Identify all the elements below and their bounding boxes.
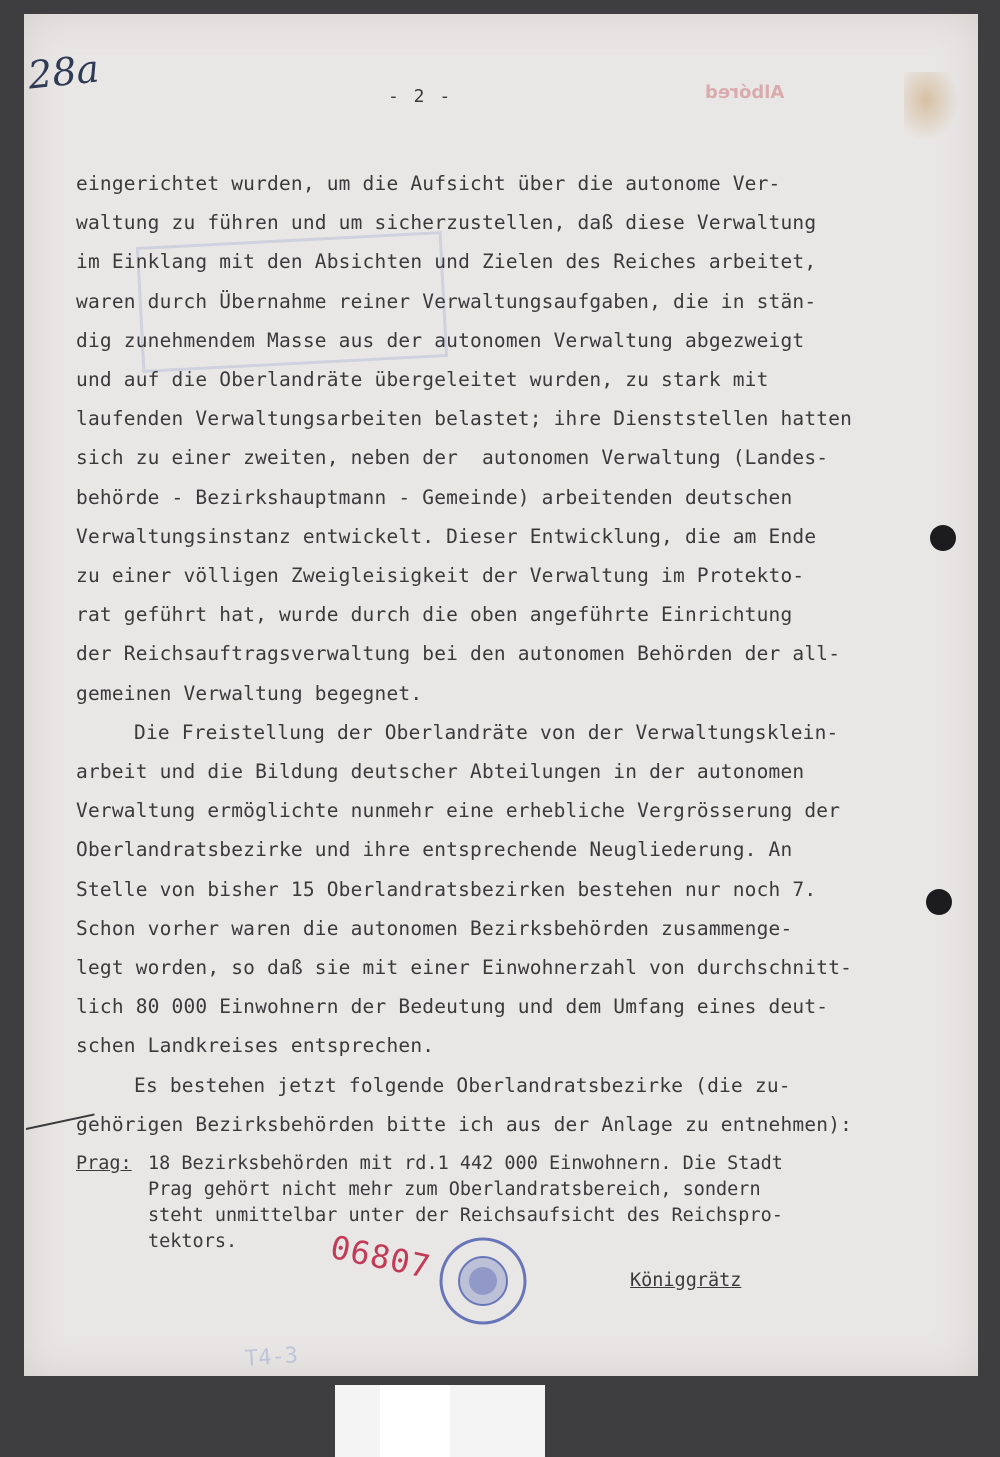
text-line: schen Landkreises entsprechen. xyxy=(76,1034,435,1058)
archive-seal-icon xyxy=(434,1232,532,1330)
text-line: eingerichtet wurden, um die Aufsicht über die autonome Ver- xyxy=(76,172,781,195)
text-line: Schon vorher waren die autonomen Bezirksbehörden zusammenge- xyxy=(76,916,793,940)
prag-text-line: 18 Bezirksbehörden mit rd.1 442 000 Einwohnern. Die Stadt xyxy=(148,1153,783,1174)
text-line: im Einklang mit den Absichten und Zielen des Reiches arbeitet, xyxy=(76,250,817,274)
paragraph-start-line: Die Freistellung der Oberlandräte von der Verwaltungsklein- xyxy=(134,720,839,744)
text-line: gehörigen Bezirksbehörden bitte ich aus der Anlage zu entnehmen): xyxy=(76,1112,853,1136)
page-number: - 2 - xyxy=(388,86,453,107)
body-text xyxy=(76,164,876,1144)
text-line: arbeit und die Bildung deutscher Abteilungen in der autonomen xyxy=(76,760,805,784)
punch-hole xyxy=(930,525,956,551)
text-line: Oberlandratsbezirke und ihre entsprechende Neugliederung. An xyxy=(76,838,793,862)
punch-hole xyxy=(926,889,952,915)
text-line: Verwaltung ermöglichte nunmehr eine erhebliche Vergrösserung der xyxy=(76,799,841,823)
paragraph-start-line: Es bestehen jetzt folgende Oberlandratsbezirke (die zu- xyxy=(134,1073,791,1097)
text-line: und auf die Oberlandräte übergeleitet wurden, zu stark mit xyxy=(76,368,769,392)
handwritten-folio-number: 28a xyxy=(25,46,102,98)
prag-label: Prag: xyxy=(76,1153,132,1174)
text-line: der Reichsauftragsverwaltung bei den autonomen Behörden der all- xyxy=(76,642,841,666)
text-line: gemeinen Verwaltung begegnet. xyxy=(76,681,423,705)
text-line: dig zunehmendem Masse aus der autonomen Verwaltung abgezweigt xyxy=(76,328,805,352)
prag-text-line: steht unmittelbar unter der Reichsaufsicht des Reichspro- xyxy=(148,1205,783,1226)
prag-text-line: tektors. xyxy=(148,1231,238,1252)
text-line: zu einer völligen Zweigleisigkeit der Verwaltung im Protekto- xyxy=(76,564,805,588)
text-line: waren durch Übernahme reiner Verwaltungsaufgaben, die in stän- xyxy=(76,289,817,313)
prag-entry xyxy=(76,1151,876,1252)
red-number-stamp: 06807 xyxy=(327,1227,435,1287)
text-line: laufenden Verwaltungsarbeiten belastet; ihre Dienststellen hatten xyxy=(76,407,853,431)
text-line: lich 80 000 Einwohnern der Bedeutung und dem Umfang eines deut- xyxy=(76,995,829,1019)
text-line: sich zu einer zweiten, neben der autonomen Verwaltung (Landes- xyxy=(76,446,829,470)
faint-pencil-mark: T4-3 xyxy=(244,1343,299,1372)
next-district-heading: Königgrätz xyxy=(630,1270,742,1291)
text-line: rat geführt hat, wurde durch die oben angeführte Einrichtung xyxy=(76,603,793,627)
prag-text-line: Prag gehört nicht mehr zum Oberlandratsbereich, sondern xyxy=(148,1179,761,1200)
scan-tab-inner xyxy=(380,1385,450,1457)
red-stamp-bleedthrough: Albóred xyxy=(705,82,785,103)
paper-stain xyxy=(904,72,959,142)
text-line: waltung zu führen und um sicherzustellen, daß diese Verwaltung xyxy=(76,211,817,235)
text-line: Stelle von bisher 15 Oberlandratsbezirken bestehen nur noch 7. xyxy=(76,877,817,901)
text-line: Verwaltungsinstanz entwickelt. Dieser Entwicklung, die am Ende xyxy=(76,524,817,548)
text-line: behörde - Bezirkshauptmann - Gemeinde) arbeitenden deutschen xyxy=(76,485,793,509)
text-line: legt worden, so daß sie mit einer Einwohnerzahl von durchschnitt- xyxy=(76,956,853,980)
